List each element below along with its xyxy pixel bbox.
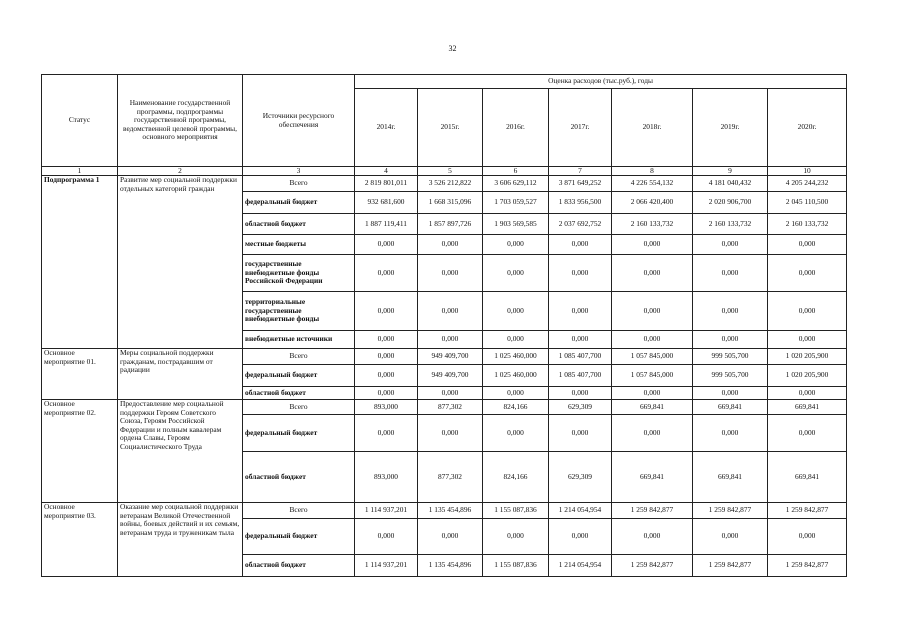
value-cell: 0,000 xyxy=(549,331,612,349)
source-cell: федеральный бюджет xyxy=(243,415,355,452)
page-number: 32 xyxy=(448,44,457,53)
value-cell: 1 020 205,900 xyxy=(768,349,847,365)
program-name-cell: Меры социальной поддержки гражданам, пострадавшим от радиации xyxy=(118,349,243,400)
value-cell: 1 703 059,527 xyxy=(483,192,549,214)
value-cell: 0,000 xyxy=(418,235,483,255)
value-cell: 2 819 801,011 xyxy=(355,176,418,192)
value-cell: 1 259 842,877 xyxy=(612,503,693,519)
header-year: 2015г. xyxy=(418,89,483,167)
value-cell: 893,000 xyxy=(355,400,418,415)
source-cell: федеральный бюджет xyxy=(243,365,355,387)
table-row xyxy=(42,400,847,415)
source-cell: Всего xyxy=(243,503,355,519)
header-sources: Источники ресурсного обеспечения xyxy=(243,75,355,167)
value-cell: 0,000 xyxy=(355,365,418,387)
value-cell: 1 085 407,700 xyxy=(549,349,612,365)
value-cell: 824,166 xyxy=(483,400,549,415)
value-cell: 0,000 xyxy=(355,235,418,255)
source-cell: территориальные государственные внебюджетные фонды xyxy=(243,292,355,331)
column-number: 2 xyxy=(118,167,243,176)
header-year: 2017г. xyxy=(549,89,612,167)
column-number: 7 xyxy=(549,167,612,176)
value-cell: 0,000 xyxy=(418,387,483,400)
value-cell: 932 681,600 xyxy=(355,192,418,214)
value-cell: 0,000 xyxy=(418,415,483,452)
expenditure-table xyxy=(41,74,847,577)
value-cell: 1 155 087,836 xyxy=(483,555,549,577)
column-number: 1 xyxy=(42,167,118,176)
header-year: 2020г. xyxy=(768,89,847,167)
value-cell: 0,000 xyxy=(612,292,693,331)
value-cell: 2 020 906,700 xyxy=(693,192,768,214)
value-cell: 0,000 xyxy=(355,331,418,349)
value-cell: 0,000 xyxy=(549,415,612,452)
program-name-cell: Предоставление мер социальной поддержки Героям Советского Союза, Героям Российской Федерации и полным кавалерам ордена Славы, Героям Социалистического Труда xyxy=(118,400,243,503)
value-cell: 0,000 xyxy=(483,331,549,349)
status-cell: Основное мероприятие 03. xyxy=(42,503,118,577)
value-cell: 0,000 xyxy=(612,255,693,292)
source-cell: государственные внебюджетные фонды Российской Федерации xyxy=(243,255,355,292)
value-cell: 0,000 xyxy=(355,292,418,331)
value-cell: 999 505,700 xyxy=(693,349,768,365)
status-cell: Основное мероприятие 02. xyxy=(42,400,118,503)
value-cell: 669,841 xyxy=(612,452,693,503)
header-name: Наименование государственной программы, подпрограммы государственной программы, ведомственной целевой программы, основного мероприятия xyxy=(118,75,243,167)
value-cell: 0,000 xyxy=(549,235,612,255)
source-cell: внебюджетные источники xyxy=(243,331,355,349)
value-cell: 0,000 xyxy=(693,415,768,452)
column-number: 6 xyxy=(483,167,549,176)
value-cell: 0,000 xyxy=(483,292,549,331)
value-cell: 0,000 xyxy=(355,519,418,555)
value-cell: 0,000 xyxy=(418,519,483,555)
value-cell: 0,000 xyxy=(549,292,612,331)
value-cell: 0,000 xyxy=(693,255,768,292)
column-number: 8 xyxy=(612,167,693,176)
value-cell: 0,000 xyxy=(768,387,847,400)
value-cell: 1 259 842,877 xyxy=(768,555,847,577)
value-cell: 0,000 xyxy=(612,235,693,255)
value-cell: 0,000 xyxy=(612,331,693,349)
column-number: 3 xyxy=(243,167,355,176)
program-name-cell: Оказание мер социальной поддержки ветеранам Великой Отечественной войны, боевых действий и их семьям, ветеранам труда и труженикам тыла xyxy=(118,503,243,577)
value-cell: 0,000 xyxy=(483,387,549,400)
value-cell: 1 057 845,000 xyxy=(612,349,693,365)
value-cell: 1 114 937,201 xyxy=(355,555,418,577)
value-cell: 0,000 xyxy=(418,255,483,292)
header-year: 2018г. xyxy=(612,89,693,167)
source-cell: областной бюджет xyxy=(243,452,355,503)
value-cell: 1 668 315,096 xyxy=(418,192,483,214)
column-number: 5 xyxy=(418,167,483,176)
source-cell: федеральный бюджет xyxy=(243,519,355,555)
value-cell: 1 214 054,954 xyxy=(549,555,612,577)
value-cell: 4 205 244,232 xyxy=(768,176,847,192)
value-cell: 0,000 xyxy=(418,331,483,349)
program-name-cell: Развитие мер социальной поддержки отдельных категорий граждан xyxy=(118,176,243,349)
value-cell: 0,000 xyxy=(693,331,768,349)
value-cell: 1 857 897,726 xyxy=(418,214,483,235)
value-cell: 1 887 119,411 xyxy=(355,214,418,235)
value-cell: 0,000 xyxy=(693,387,768,400)
value-cell: 0,000 xyxy=(355,255,418,292)
status-cell: Основное мероприятие 01. xyxy=(42,349,118,400)
value-cell: 669,841 xyxy=(612,400,693,415)
value-cell: 893,000 xyxy=(355,452,418,503)
value-cell: 949 409,700 xyxy=(418,349,483,365)
value-cell: 629,309 xyxy=(549,452,612,503)
value-cell: 1 259 842,877 xyxy=(768,503,847,519)
value-cell: 1 155 087,836 xyxy=(483,503,549,519)
value-cell: 0,000 xyxy=(355,415,418,452)
value-cell: 2 037 692,752 xyxy=(549,214,612,235)
header-year: 2019г. xyxy=(693,89,768,167)
value-cell: 1 214 054,954 xyxy=(549,503,612,519)
source-cell: местные бюджеты xyxy=(243,235,355,255)
value-cell: 0,000 xyxy=(483,235,549,255)
value-cell: 0,000 xyxy=(549,255,612,292)
value-cell: 2 160 133,732 xyxy=(693,214,768,235)
header-estimate: Оценка расходов (тыс.руб.), годы xyxy=(355,75,847,89)
table-row xyxy=(42,503,847,519)
value-cell: 3 606 629,112 xyxy=(483,176,549,192)
value-cell: 0,000 xyxy=(549,519,612,555)
value-cell: 1 903 569,585 xyxy=(483,214,549,235)
value-cell: 0,000 xyxy=(483,255,549,292)
value-cell: 629,309 xyxy=(549,400,612,415)
value-cell: 0,000 xyxy=(612,387,693,400)
value-cell: 877,302 xyxy=(418,400,483,415)
source-cell: областной бюджет xyxy=(243,555,355,577)
value-cell: 1 085 407,700 xyxy=(549,365,612,387)
value-cell: 1 025 460,000 xyxy=(483,365,549,387)
value-cell: 1 020 205,900 xyxy=(768,365,847,387)
source-cell: Всего xyxy=(243,400,355,415)
column-number: 9 xyxy=(693,167,768,176)
column-number: 10 xyxy=(768,167,847,176)
value-cell: 0,000 xyxy=(768,255,847,292)
source-cell: Всего xyxy=(243,349,355,365)
value-cell: 0,000 xyxy=(768,235,847,255)
value-cell: 949 409,700 xyxy=(418,365,483,387)
value-cell: 0,000 xyxy=(418,292,483,331)
value-cell: 2 045 110,500 xyxy=(768,192,847,214)
value-cell: 0,000 xyxy=(612,415,693,452)
value-cell: 1 135 454,896 xyxy=(418,555,483,577)
value-cell: 0,000 xyxy=(768,415,847,452)
value-cell: 2 160 133,732 xyxy=(612,214,693,235)
value-cell: 1 833 956,500 xyxy=(549,192,612,214)
value-cell: 3 526 212,822 xyxy=(418,176,483,192)
value-cell: 3 871 649,252 xyxy=(549,176,612,192)
value-cell: 0,000 xyxy=(549,387,612,400)
value-cell: 669,841 xyxy=(693,452,768,503)
value-cell: 0,000 xyxy=(483,519,549,555)
value-cell: 669,841 xyxy=(693,400,768,415)
table-row xyxy=(42,176,847,192)
value-cell: 0,000 xyxy=(612,519,693,555)
value-cell: 669,841 xyxy=(768,400,847,415)
value-cell: 824,166 xyxy=(483,452,549,503)
value-cell: 877,302 xyxy=(418,452,483,503)
source-cell: областной бюджет xyxy=(243,387,355,400)
value-cell: 1 114 937,201 xyxy=(355,503,418,519)
value-cell: 0,000 xyxy=(768,331,847,349)
value-cell: 1 259 842,877 xyxy=(693,555,768,577)
header-year: 2016г. xyxy=(483,89,549,167)
status-cell: Подпрограмма 1 xyxy=(42,176,118,349)
value-cell: 1 259 842,877 xyxy=(612,555,693,577)
value-cell: 1 025 460,000 xyxy=(483,349,549,365)
value-cell: 4 181 040,432 xyxy=(693,176,768,192)
value-cell: 1 135 454,896 xyxy=(418,503,483,519)
value-cell: 1 259 842,877 xyxy=(693,503,768,519)
value-cell: 0,000 xyxy=(768,519,847,555)
table-body xyxy=(42,167,847,577)
value-cell: 0,000 xyxy=(355,387,418,400)
value-cell: 0,000 xyxy=(768,292,847,331)
column-number: 4 xyxy=(355,167,418,176)
value-cell: 1 057 845,000 xyxy=(612,365,693,387)
value-cell: 0,000 xyxy=(693,235,768,255)
value-cell: 4 226 554,132 xyxy=(612,176,693,192)
value-cell: 0,000 xyxy=(693,519,768,555)
value-cell: 0,000 xyxy=(355,349,418,365)
value-cell: 999 505,700 xyxy=(693,365,768,387)
header-status: Статус xyxy=(42,75,118,167)
header-year: 2014г. xyxy=(355,89,418,167)
value-cell: 0,000 xyxy=(483,415,549,452)
source-cell: федеральный бюджет xyxy=(243,192,355,214)
value-cell: 0,000 xyxy=(693,292,768,331)
column-number-row xyxy=(42,167,847,176)
value-cell: 2 160 133,732 xyxy=(768,214,847,235)
value-cell: 2 066 420,400 xyxy=(612,192,693,214)
source-cell: областной бюджет xyxy=(243,214,355,235)
value-cell: 669,841 xyxy=(768,452,847,503)
table-row xyxy=(42,349,847,365)
source-cell: Всего xyxy=(243,176,355,192)
